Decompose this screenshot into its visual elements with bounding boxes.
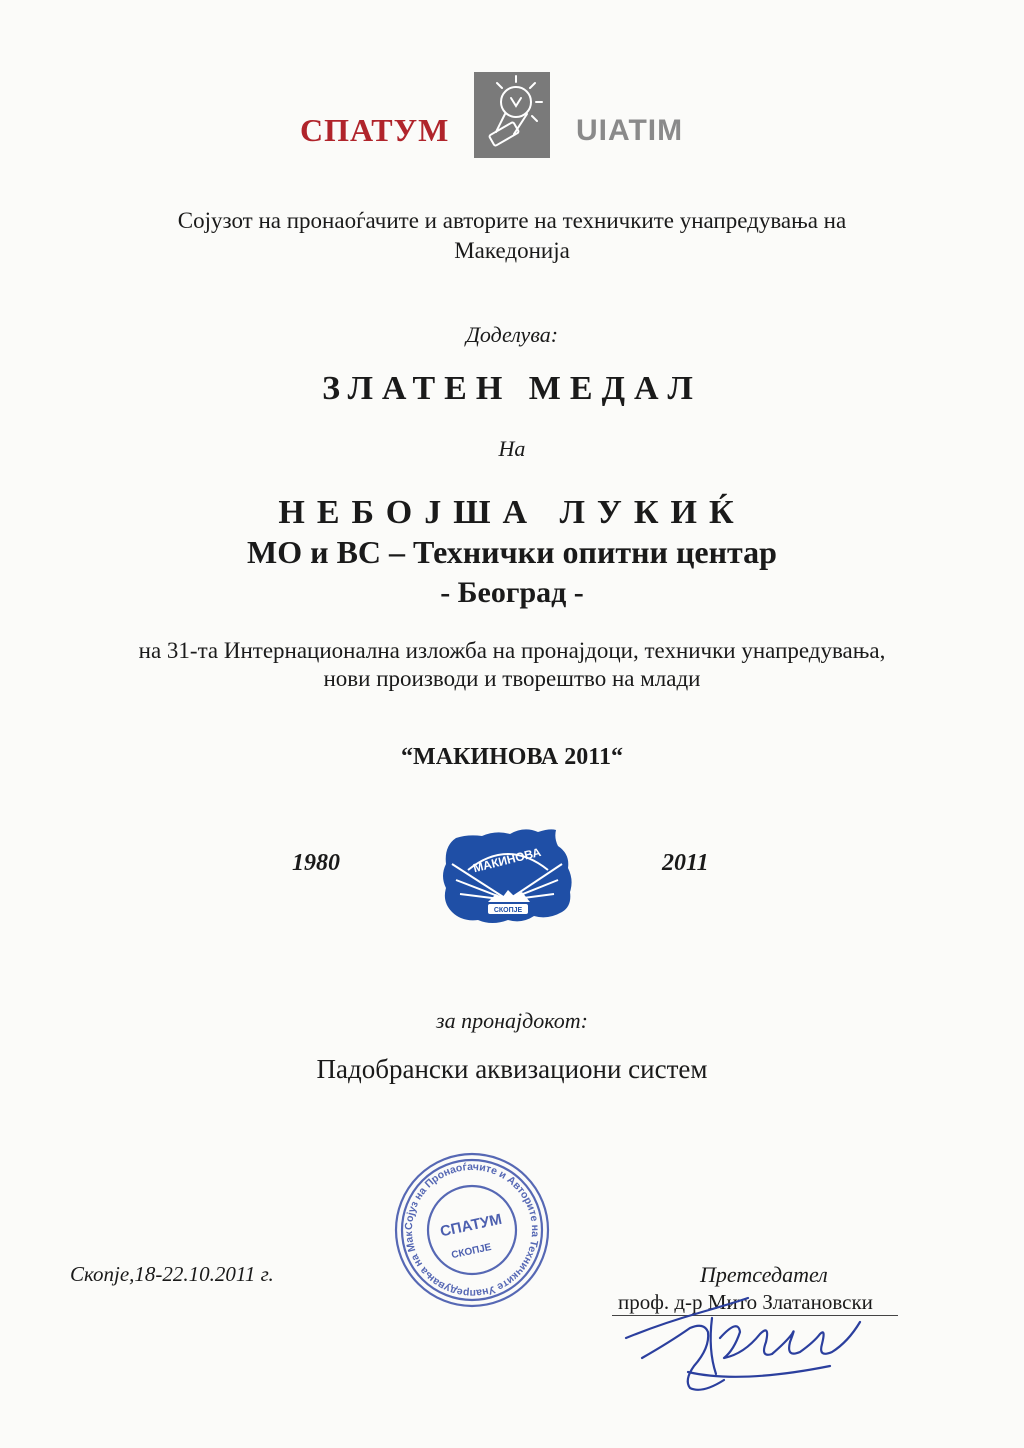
makinova-logo-bottom-text: СКОПЈЕ: [493, 907, 523, 914]
to-label: На: [498, 436, 526, 461]
spatum-logo-text: СПАТУМ: [300, 112, 450, 148]
stamp-bottom-text: СКОПЈЕ: [450, 1241, 493, 1262]
signatory-title: Претседател: [700, 1262, 828, 1287]
recipient-institution: МО и ВС – Технички опитни центар: [247, 534, 777, 570]
end-year: 2011: [662, 850, 709, 876]
place-date-text: Скопје,18-22.10.2011 г.: [70, 1262, 274, 1286]
medal-title: ЗЛАТЕН МЕДАЛ: [322, 370, 702, 407]
exhibition-line-1: на 31-та Интернационална изложба на пронајдоци, технички унапредувања,: [138, 638, 886, 663]
organization-line-1: Сојузот на пронаоѓачите и авторите на техничките унапредувања на: [177, 208, 847, 233]
organization-line-2: Македонија: [454, 238, 570, 263]
exhibition-line-2: нови производи и творештво на млади: [323, 666, 701, 691]
stamp-center-text: СПАТУМ: [438, 1210, 504, 1241]
start-year: 1980: [292, 850, 340, 876]
invention-title: Падобрански аквизациони систем: [316, 1054, 708, 1084]
makinova-logo: [438, 824, 578, 926]
makinova-logo-top-text: МАКИНОВА: [471, 844, 543, 876]
event-name: “МАКИНОВА 2011“: [401, 744, 623, 770]
official-stamp: [392, 1150, 552, 1310]
signatory-name: проф. д-р Мито Златановски: [618, 1290, 873, 1314]
invention-label: за пронајдокот:: [436, 1008, 588, 1033]
stamp-ring-text: Сојуз на Пронаоѓачите и Авторите на Техничките Унапредувања на Мак: [402, 1160, 542, 1300]
awards-label: Доделува:: [465, 322, 559, 347]
lightbulb-icon: [474, 72, 550, 158]
recipient-city: - Београд -: [440, 576, 584, 609]
place-date: [70, 1262, 274, 1287]
handwritten-signature: [620, 1288, 870, 1398]
recipient-name: НЕБОЈША ЛУКИЌ: [278, 494, 746, 531]
uiatim-logo-text: UIATIM: [576, 114, 684, 147]
